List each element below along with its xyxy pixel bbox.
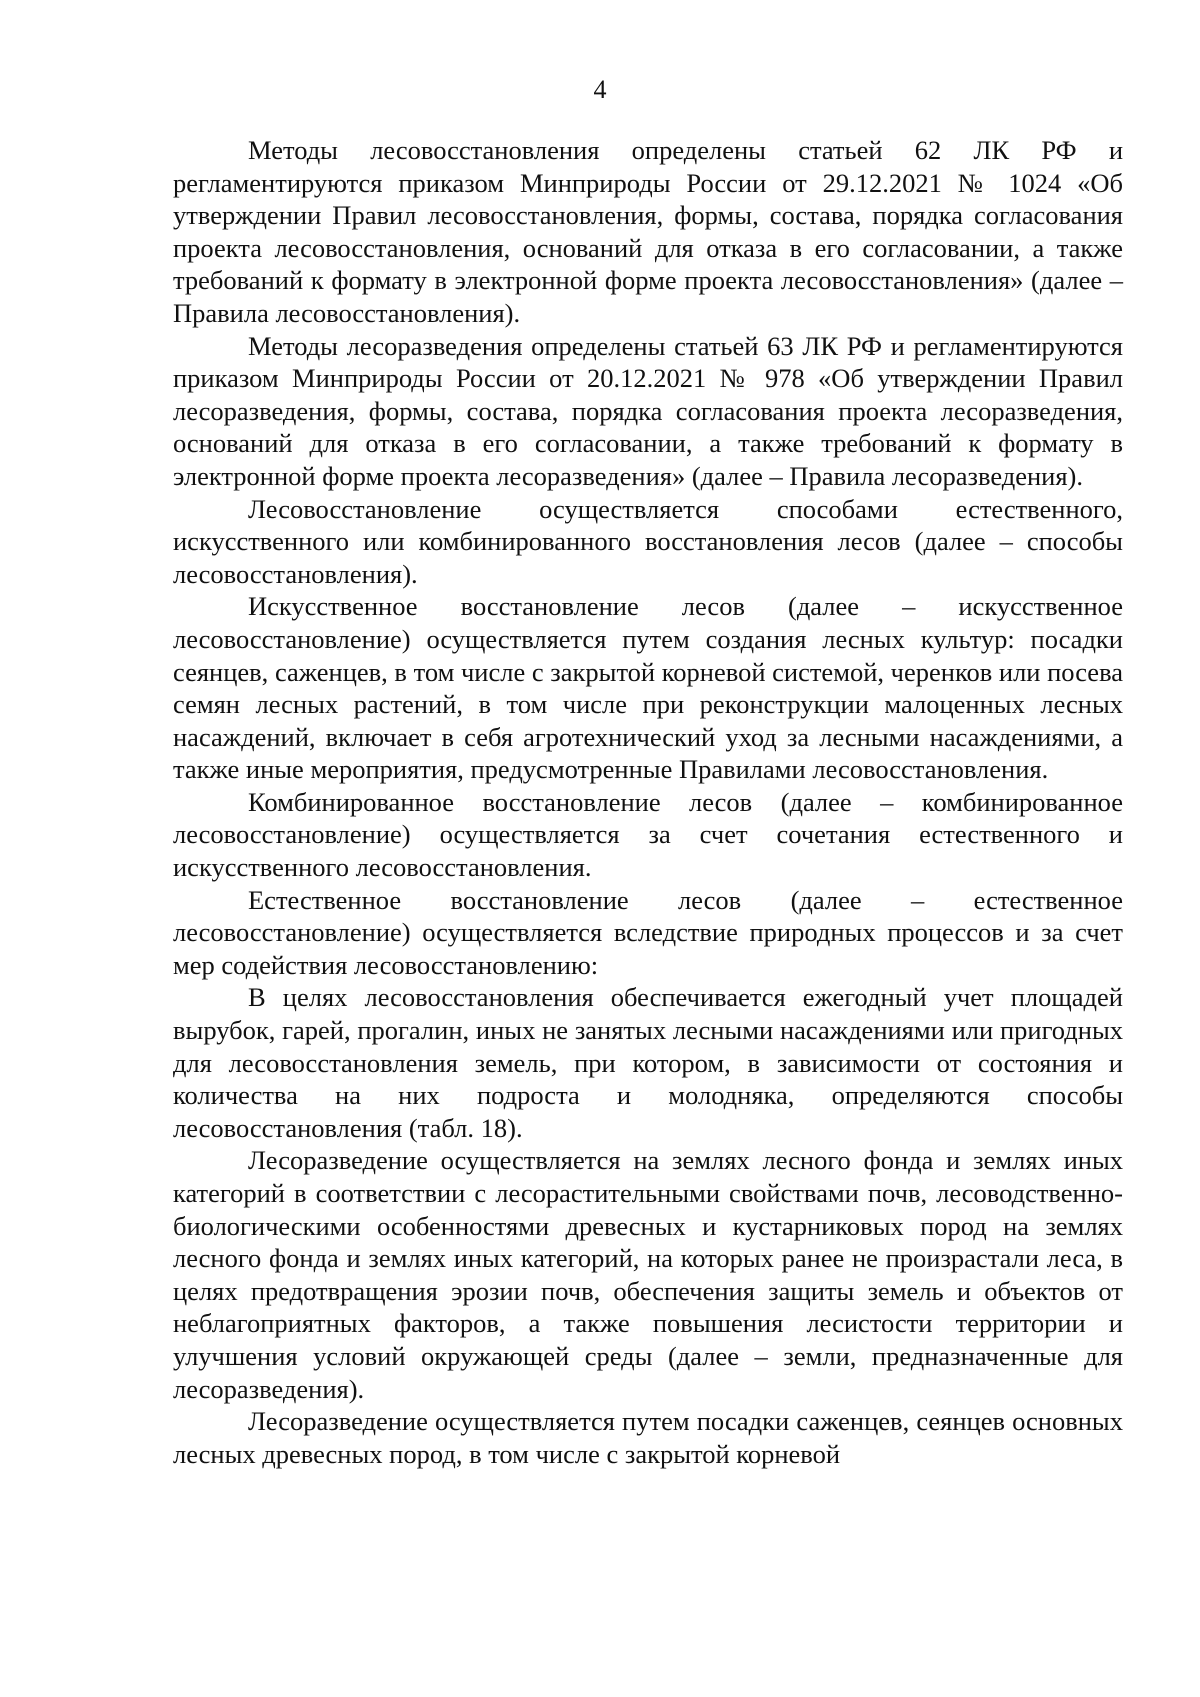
document-body xyxy=(173,134,1123,1470)
paragraph-annual-accounting: В целях лесовосстановления обеспечивается ежегодный учет площадей вырубок, гарей, прогалин, иных не занятых лесными насаждениями или пригодных для лесовосстановления земель, при котором, в зависимости от состояния и количества на них подроста и молодняка, определяются способы лесовосстановления (табл. 18). xyxy=(173,982,1123,1143)
paragraph-combined-reforestation: Комбинированное восстановление лесов (далее – комбинированное лесовосстановление) осуществляется за счет сочетания естественного и искусственного лесовосстановления. xyxy=(173,786,1123,883)
paragraph-reforestation-ways: Лесовосстановление осуществляется способами естественного, искусственного или комбинированного восстановления лесов (далее – способы лесовосстановления). xyxy=(173,493,1123,589)
page-number: 4 xyxy=(593,75,607,104)
paragraph-afforestation-lands: Лесоразведение осуществляется на землях лесного фонда и землях иных категорий в соответствии с лесорастительными свойствами почв, лесоводственно-биологическими особенностями древесных и кустарниковых пород на землях лесного фонда и землях иных категорий, на которых ранее не произрастали леса, в целях предотвращения эрозии почв, обеспечения защиты земель и объектов от неблагоприятных факторов, а также повышения лесистости территории и улучшения условий окружающей среды (далее – земли, предназначенные для лесоразведения). xyxy=(173,1145,1123,1404)
paragraph-reforestation-methods: Методы лесовосстановления определены статьей 62 ЛК РФ и регламентируются приказом Минприроды России от 29.12.2021 № 1024 «Об утверждении Правил лесовосстановления, формы, состава, порядка согласования проекта лесовосстановления, оснований для отказа в его согласовании, а также требований к формату в электронной форме проекта лесовосстановления» (далее – Правила лесовосстановления). xyxy=(173,135,1123,328)
paragraph-afforestation-methods: Методы лесоразведения определены статьей 63 ЛК РФ и регламентируются приказом Минприроды России от 20.12.2021 № 978 «Об утверждении Правил лесоразведения, формы, состава, порядка согласования проекта лесоразведения, оснований для отказа в его согласовании, а также требований к формату в электронной форме проекта лесоразведения» (далее – Правила лесоразведения). xyxy=(173,330,1123,491)
paragraph-afforestation-planting: Лесоразведение осуществляется путем посадки саженцев, сеянцев основных лесных древесных пород, в том числе с закрытой корневой xyxy=(173,1406,1123,1469)
paragraph-natural-reforestation: Естественное восстановление лесов (далее – естественное лесовосстановление) осуществляется вследствие природных процессов и за счет мер содействия лесовосстановлению: xyxy=(173,884,1123,980)
paragraph-artificial-reforestation: Искусственное восстановление лесов (далее – искусственное лесовосстановление) осуществляется путем создания лесных культур: посадки сеянцев, саженцев, в том числе с закрытой корневой системой, черенков или посева семян лесных растений, в том числе при реконструкции малоценных лесных насаждений, включает в себя агротехнический уход за лесными насаждениями, а также иные мероприятия, предусмотренные Правилами лесовосстановления. xyxy=(173,591,1123,785)
